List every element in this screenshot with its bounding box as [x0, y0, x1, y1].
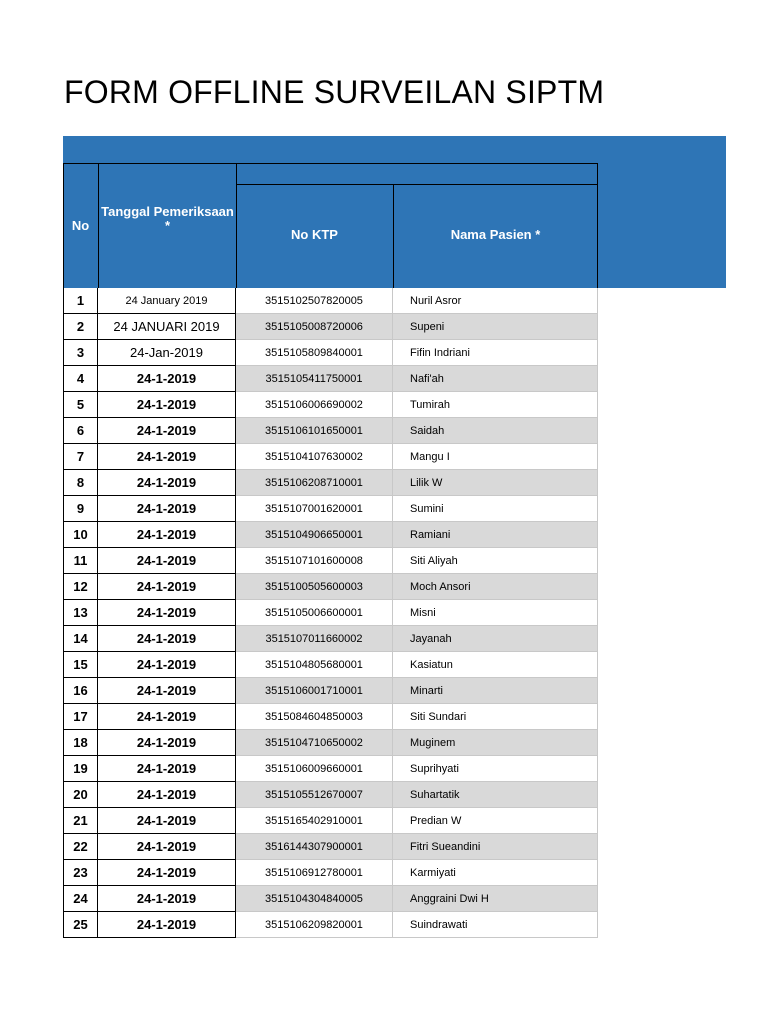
- cell-tanggal: 24-1-2019: [98, 912, 236, 938]
- header-subrule: [236, 184, 598, 185]
- cell-tanggal: 24-1-2019: [98, 652, 236, 678]
- cell-no-ktp: 3515106912780001: [236, 860, 393, 886]
- cell-no-ktp: 3515107011660002: [236, 626, 393, 652]
- cell-nama-pasien: Nafi'ah: [393, 366, 598, 392]
- cell-tanggal: 24-1-2019: [98, 548, 236, 574]
- cell-no-ktp: 3515104304840005: [236, 886, 393, 912]
- cell-no-ktp: 3515100505600003: [236, 574, 393, 600]
- cell-no-ktp: 3515106208710001: [236, 470, 393, 496]
- table-row: [63, 756, 598, 782]
- cell-tanggal: 24-1-2019: [98, 418, 236, 444]
- cell-no: 11: [63, 548, 98, 574]
- cell-nama-pasien: Lilik W: [393, 470, 598, 496]
- table-row: [63, 418, 598, 444]
- cell-no: 2: [63, 314, 98, 340]
- cell-tanggal: 24-1-2019: [98, 782, 236, 808]
- cell-nama-pasien: Fifin Indriani: [393, 340, 598, 366]
- table-row: [63, 704, 598, 730]
- cell-no: 14: [63, 626, 98, 652]
- cell-tanggal: 24-1-2019: [98, 626, 236, 652]
- cell-nama-pasien: Fitri Sueandini: [393, 834, 598, 860]
- cell-no-ktp: 3515106009660001: [236, 756, 393, 782]
- cell-tanggal: 24 January 2019: [98, 288, 236, 314]
- cell-tanggal: 24-1-2019: [98, 678, 236, 704]
- cell-no: 20: [63, 782, 98, 808]
- cell-no: 5: [63, 392, 98, 418]
- cell-tanggal: 24-1-2019: [98, 834, 236, 860]
- column-header-tanggal: Tanggal Pemeriksaan *: [101, 204, 234, 233]
- cell-tanggal: 24-1-2019: [98, 886, 236, 912]
- cell-no: 8: [63, 470, 98, 496]
- cell-nama-pasien: Siti Sundari: [393, 704, 598, 730]
- cell-no-ktp: 3515105411750001: [236, 366, 393, 392]
- cell-no: 16: [63, 678, 98, 704]
- cell-no: 4: [63, 366, 98, 392]
- cell-nama-pasien: Karmiyati: [393, 860, 598, 886]
- cell-nama-pasien: Supeni: [393, 314, 598, 340]
- header-band-extension: [598, 136, 726, 288]
- cell-nama-pasien: Saidah: [393, 418, 598, 444]
- cell-nama-pasien: Ramiani: [393, 522, 598, 548]
- cell-no-ktp: 3515104710650002: [236, 730, 393, 756]
- cell-no: 12: [63, 574, 98, 600]
- page-title: FORM OFFLINE SURVEILAN SIPTM: [64, 74, 605, 110]
- cell-nama-pasien: Misni: [393, 600, 598, 626]
- cell-tanggal: 24-Jan-2019: [98, 340, 236, 366]
- cell-nama-pasien: Predian W: [393, 808, 598, 834]
- cell-tanggal: 24-1-2019: [98, 730, 236, 756]
- cell-nama-pasien: Suprihyati: [393, 756, 598, 782]
- cell-no-ktp: 3516144307900001: [236, 834, 393, 860]
- cell-no: 15: [63, 652, 98, 678]
- cell-nama-pasien: Jayanah: [393, 626, 598, 652]
- column-header-no-ktp: No KTP: [291, 227, 338, 242]
- cell-no-ktp: 3515084604850003: [236, 704, 393, 730]
- cell-no: 25: [63, 912, 98, 938]
- cell-no-ktp: 3515106006690002: [236, 392, 393, 418]
- cell-tanggal: 24-1-2019: [98, 470, 236, 496]
- cell-tanggal: 24-1-2019: [98, 600, 236, 626]
- cell-no-ktp: 3515104805680001: [236, 652, 393, 678]
- table-row: [63, 522, 598, 548]
- cell-no: 9: [63, 496, 98, 522]
- table-row: [63, 366, 598, 392]
- cell-no: 10: [63, 522, 98, 548]
- table-row: [63, 626, 598, 652]
- cell-no-ktp: 3515105512670007: [236, 782, 393, 808]
- cell-nama-pasien: Muginem: [393, 730, 598, 756]
- cell-no-ktp: 3515106101650001: [236, 418, 393, 444]
- table-row: [63, 548, 598, 574]
- cell-no-ktp: 3515105006600001: [236, 600, 393, 626]
- cell-tanggal: 24-1-2019: [98, 704, 236, 730]
- cell-tanggal: 24-1-2019: [98, 756, 236, 782]
- cell-nama-pasien: Siti Aliyah: [393, 548, 598, 574]
- cell-no: 3: [63, 340, 98, 366]
- table-row: [63, 496, 598, 522]
- table-row: [63, 730, 598, 756]
- cell-no-ktp: 3515165402910001: [236, 808, 393, 834]
- cell-no: 6: [63, 418, 98, 444]
- table-row: [63, 600, 598, 626]
- cell-nama-pasien: Kasiatun: [393, 652, 598, 678]
- table-row: [63, 470, 598, 496]
- table-row: [63, 808, 598, 834]
- cell-tanggal: 24-1-2019: [98, 860, 236, 886]
- table-row: [63, 678, 598, 704]
- cell-nama-pasien: Mangu I: [393, 444, 598, 470]
- cell-tanggal: 24-1-2019: [98, 366, 236, 392]
- cell-nama-pasien: Moch Ansori: [393, 574, 598, 600]
- cell-no: 18: [63, 730, 98, 756]
- cell-no: 13: [63, 600, 98, 626]
- table-row: [63, 444, 598, 470]
- cell-nama-pasien: Sumini: [393, 496, 598, 522]
- cell-nama-pasien: Suindrawati: [393, 912, 598, 938]
- cell-no-ktp: 3515105008720006: [236, 314, 393, 340]
- cell-tanggal: 24-1-2019: [98, 496, 236, 522]
- cell-nama-pasien: Anggraini Dwi H: [393, 886, 598, 912]
- cell-no: 24: [63, 886, 98, 912]
- table-row: [63, 314, 598, 340]
- cell-no-ktp: 3515105809840001: [236, 340, 393, 366]
- cell-tanggal: 24-1-2019: [98, 522, 236, 548]
- table-row: [63, 834, 598, 860]
- cell-no-ktp: 3515106001710001: [236, 678, 393, 704]
- cell-nama-pasien: Tumirah: [393, 392, 598, 418]
- cell-no: 1: [63, 288, 98, 314]
- cell-nama-pasien: Nuril Asror: [393, 288, 598, 314]
- cell-no: 19: [63, 756, 98, 782]
- cell-nama-pasien: Suhartatik: [393, 782, 598, 808]
- column-header-no: No: [71, 217, 90, 233]
- header-rule: [63, 163, 598, 164]
- cell-no: 7: [63, 444, 98, 470]
- table-row: [63, 574, 598, 600]
- cell-nama-pasien: Minarti: [393, 678, 598, 704]
- table-row: [63, 340, 598, 366]
- table-row: [63, 288, 598, 314]
- table-row: [63, 392, 598, 418]
- cell-no-ktp: 3515107101600008: [236, 548, 393, 574]
- cell-no: 17: [63, 704, 98, 730]
- table-row: [63, 652, 598, 678]
- cell-no-ktp: 3515104107630002: [236, 444, 393, 470]
- table-row: [63, 782, 598, 808]
- cell-no-ktp: 3515106209820001: [236, 912, 393, 938]
- cell-tanggal: 24-1-2019: [98, 444, 236, 470]
- cell-no: 22: [63, 834, 98, 860]
- table-row: [63, 860, 598, 886]
- cell-no-ktp: 3515104906650001: [236, 522, 393, 548]
- cell-no: 23: [63, 860, 98, 886]
- table-row: [63, 912, 598, 938]
- cell-no-ktp: 3515107001620001: [236, 496, 393, 522]
- cell-no: 21: [63, 808, 98, 834]
- table-row: [63, 886, 598, 912]
- cell-tanggal: 24-1-2019: [98, 574, 236, 600]
- cell-tanggal: 24-1-2019: [98, 808, 236, 834]
- cell-tanggal: 24 JANUARI 2019: [98, 314, 236, 340]
- cell-tanggal: 24-1-2019: [98, 392, 236, 418]
- cell-no-ktp: 3515102507820005: [236, 288, 393, 314]
- column-header-nama-pasien: Nama Pasien *: [450, 227, 541, 242]
